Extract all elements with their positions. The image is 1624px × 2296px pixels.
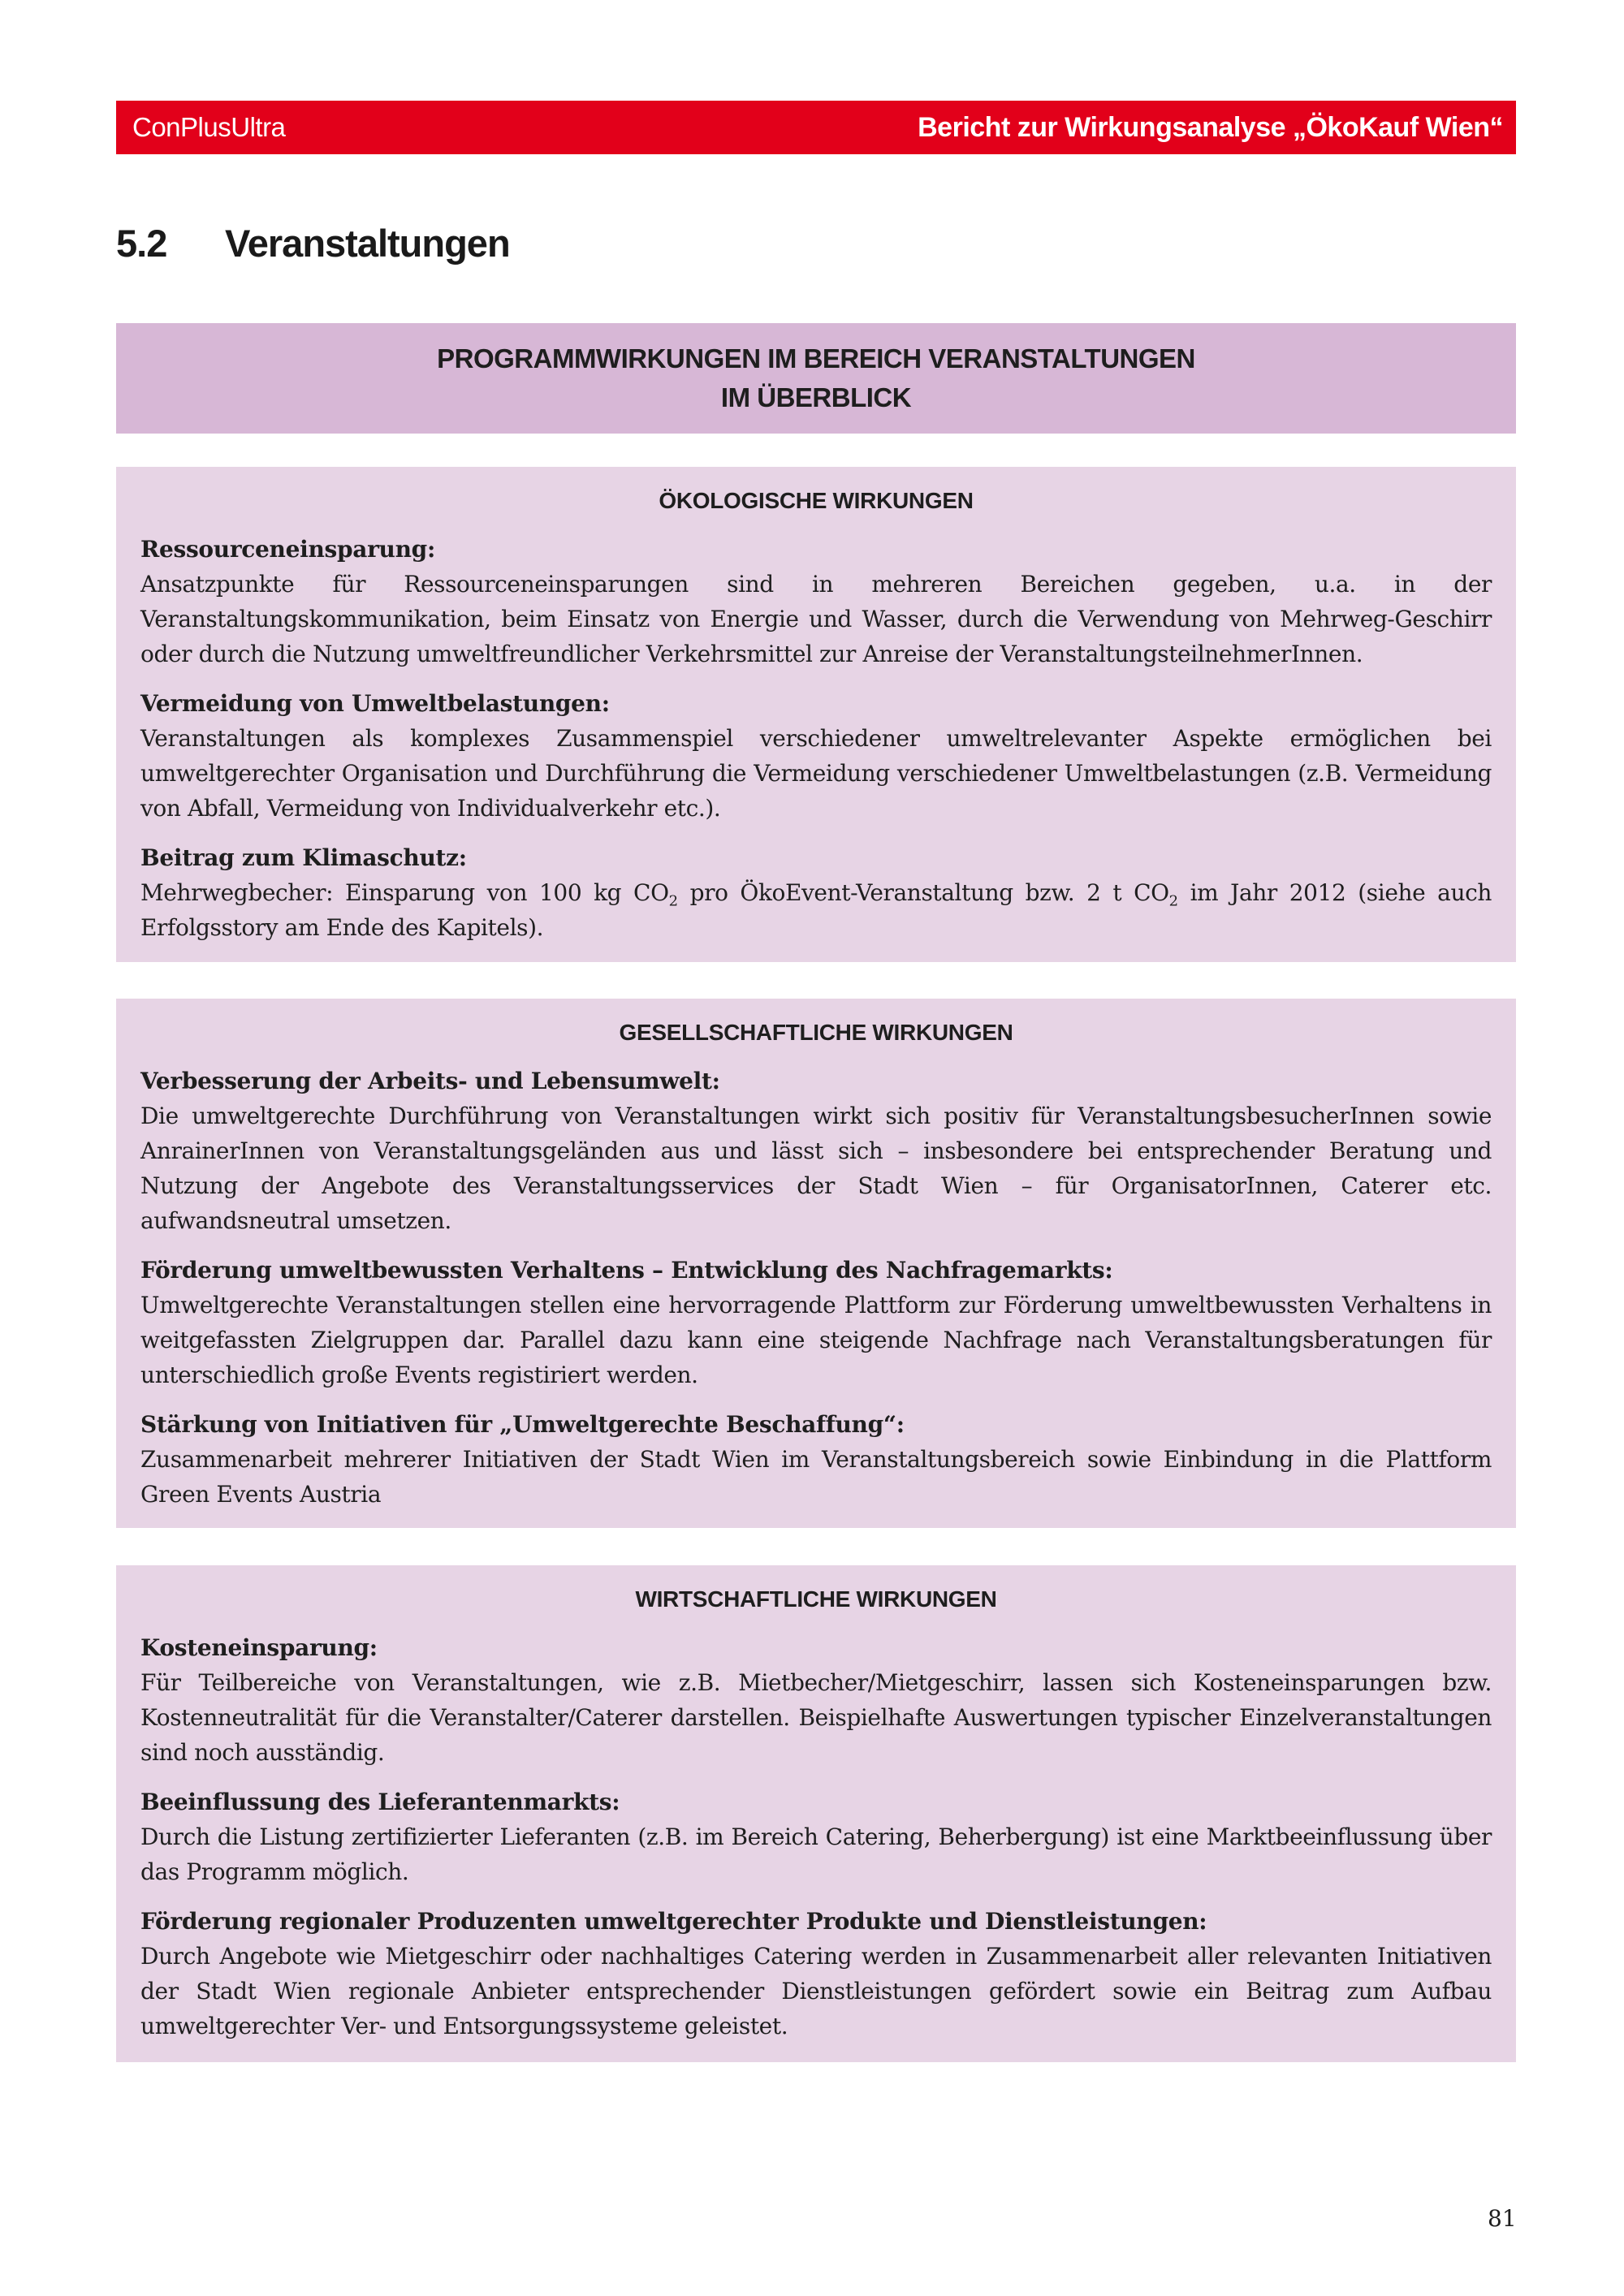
item-text xyxy=(140,875,1492,945)
item-text: Zusammenarbeit mehrerer Initiativen der Stadt Wien im Veranstaltungsbereich sowie Einbindung in die Plattform Green Events Austria xyxy=(140,1446,1492,1508)
section-heading xyxy=(116,221,510,265)
subscript: 2 xyxy=(668,892,678,910)
ecological-effects-box xyxy=(116,467,1516,962)
section-title: Veranstaltungen xyxy=(225,222,510,265)
text-part: Mehrwegbecher: Einsparung von 100 kg CO xyxy=(140,879,669,906)
economic-item xyxy=(140,1904,1492,2044)
item-text: Ansatzpunkte für Ressourceneinsparungen sind in mehreren Bereichen gegeben, u.a. in der Veranstaltungskommunikation, beim Einsatz von Energie und Wasser, durch die Verwendung von Mehrweg-Geschirr oder durch die Nutzung umweltfreundlicher Verkehrsmittel zur Anreise der VeranstaltungsteilnehmerInnen. xyxy=(140,571,1492,667)
item-text: Umweltgerechte Veranstaltungen stellen eine hervorragende Plattform zur Förderung umweltbewussten Verhaltens in weitgefassten Zielgruppen dar. Parallel dazu kann eine steigende Nachfrage nach Veranstaltungsberatungen für unterschiedlich große Events registiriert werden. xyxy=(140,1292,1492,1388)
ecological-item xyxy=(140,686,1492,826)
item-text: Durch die Listung zertifizierter Lieferanten (z.B. im Bereich Catering, Beherbergung) ist eine Marktbeeinflussung über das Programm möglich. xyxy=(140,1823,1492,1885)
economic-item xyxy=(140,1630,1492,1770)
section-number: 5.2 xyxy=(116,222,167,265)
item-heading: Vermeidung von Umweltbelastungen: xyxy=(140,690,610,717)
economic-effects-title: WIRTSCHAFTLICHE WIRKUNGEN xyxy=(635,1586,997,1612)
overview-title-box xyxy=(116,323,1516,434)
text-part: pro ÖkoEvent-Veranstaltung bzw. 2 t CO xyxy=(677,879,1169,906)
header-company: ConPlusUltra xyxy=(132,112,286,142)
item-text: Für Teilbereiche von Veranstaltungen, wie z.B. Mietbecher/Mietgeschirr, lassen sich Kosteneinsparungen bzw. Kostenneutralität für die Veranstalter/Caterer darstellen. Beispielhafte Auswertungen typischer Einzelveranstaltungen sind noch ausständig. xyxy=(140,1669,1492,1766)
item-heading: Förderung regionaler Produzenten umweltgerechter Produkte und Dienstleistungen: xyxy=(140,1908,1207,1935)
ecological-item xyxy=(140,840,1492,945)
item-heading: Ressourceneinsparung: xyxy=(140,536,435,563)
item-text: Die umweltgerechte Durchführung von Veranstaltungen wirkt sich positiv für VeranstaltungsbesucherInnen sowie AnrainerInnen von Veranstaltungsgeländen aus und lässt sich – insbesondere bei entsprechender Beratung und Nutzung der Angebote des Veranstaltungsservices der Stadt Wien – für OrganisatorInnen, Caterer etc. aufwandsneutral umsetzen. xyxy=(140,1103,1492,1234)
item-heading: Förderung umweltbewussten Verhaltens – Entwicklung des Nachfragemarkts: xyxy=(140,1257,1113,1284)
page-number: 81 xyxy=(1488,2205,1517,2232)
item-text: Durch Angebote wie Mietgeschirr oder nachhaltiges Catering werden in Zusammenarbeit aller relevanten Initiativen der Stadt Wien regionale Anbieter entsprechender Dienstleistungen gefördert sowie ein Beitrag zum Aufbau umweltgerechter Ver- und Entsorgungssysteme geleistet. xyxy=(140,1943,1492,2039)
item-heading: Stärkung von Initiativen für „Umweltgerechte Beschaffung“: xyxy=(140,1411,905,1438)
social-effects-box xyxy=(116,999,1516,1528)
economic-item xyxy=(140,1785,1492,1889)
social-item xyxy=(140,1064,1492,1238)
overview-title-line2: IM ÜBERBLICK xyxy=(720,382,912,412)
item-heading: Beeinflussung des Lieferantenmarkts: xyxy=(140,1789,620,1815)
item-heading: Verbesserung der Arbeits- und Lebensumwelt: xyxy=(140,1068,720,1094)
social-item xyxy=(140,1407,1492,1512)
social-effects-title: GESELLSCHAFTLICHE WIRKUNGEN xyxy=(619,1020,1013,1045)
header-report-title: Bericht zur Wirkungsanalyse „ÖkoKauf Wien“ xyxy=(918,111,1503,143)
subscript: 2 xyxy=(1168,892,1178,910)
item-heading: Beitrag zum Klimaschutz: xyxy=(140,844,467,871)
item-heading: Kosteneinsparung: xyxy=(140,1634,378,1661)
economic-effects-box xyxy=(116,1565,1516,2062)
overview-title-line1: PROGRAMMWIRKUNGEN IM BEREICH VERANSTALTUNGEN xyxy=(437,343,1195,373)
ecological-effects-title: ÖKOLOGISCHE WIRKUNGEN xyxy=(659,488,974,513)
header-bar xyxy=(116,101,1516,154)
text-part: im Jahr 2012 (siehe auch Erfolgsstory am Ende des Kapitels). xyxy=(140,879,1492,941)
social-item xyxy=(140,1253,1492,1392)
item-text: Veranstaltungen als komplexes Zusammenspiel verschiedener umweltrelevanter Aspekte ermöglichen bei umweltgerechter Organisation und Durchführung die Vermeidung verschiedener Umweltbelastungen (z.B. Vermeidung von Abfall, Vermeidung von Individualverkehr etc.). xyxy=(140,725,1492,822)
ecological-item xyxy=(140,532,1492,671)
